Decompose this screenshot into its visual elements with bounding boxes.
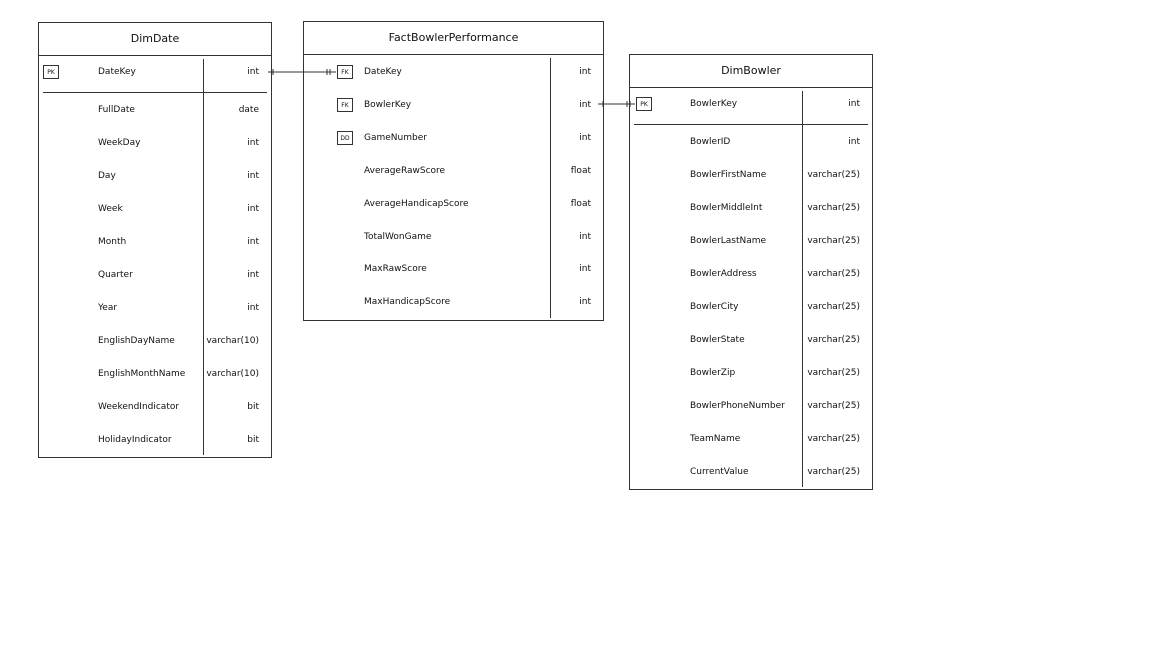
column-type: int [247,204,259,214]
column-name: BowlerZip [690,368,736,378]
column-type: varchar(25) [807,434,860,444]
column-type: varchar(25) [807,170,860,180]
column-type: date [238,105,259,115]
column-type: int [247,138,259,148]
column-name: TeamName [690,434,741,444]
relationship-datekey [268,69,336,75]
column-type: varchar(25) [807,203,860,213]
column-name: HolidayIndicator [98,435,172,445]
column-type: int [579,67,591,77]
column-name: MaxRawScore [364,264,427,274]
column-name: BowlerPhoneNumber [690,401,785,411]
column-name: BowlerMiddleInt [690,203,763,213]
column-type: varchar(10) [206,369,259,379]
column-name: BowlerAddress [690,269,757,279]
relationship-bowlerkey [598,101,635,107]
column-type: float [570,199,591,209]
column-name: FullDate [98,105,135,115]
column-type: int [848,137,860,147]
column-name: EnglishDayName [98,336,175,346]
column-type: varchar(25) [807,302,860,312]
column-type: int [579,100,591,110]
column-type: int [247,237,259,247]
column-type: float [570,166,591,176]
column-name: Month [98,237,127,247]
entity-title: DimDate [39,23,271,56]
column-type: bit [247,435,259,445]
column-name: BowlerLastName [690,236,767,246]
column-name: WeekendIndicator [98,402,180,412]
fk-badge: FK [337,98,353,112]
column-type: varchar(25) [807,401,860,411]
column-name: BowlerFirstName [690,170,767,180]
column-type: varchar(10) [206,336,259,346]
column-type: int [247,303,259,313]
column-name: CurrentValue [690,467,749,477]
column-type: int [579,264,591,274]
column-name: GameNumber [364,133,427,143]
entity-title: DimBowler [630,55,872,88]
column-name: DateKey [364,67,402,77]
column-type: varchar(25) [807,236,860,246]
column-name: BowlerState [690,335,745,345]
column-name: EnglishMonthName [98,369,186,379]
column-name: BowlerKey [364,100,412,110]
column-type: int [247,270,259,280]
dd-badge: DD [337,131,353,145]
column-type: varchar(25) [807,269,860,279]
column-name: AverageHandicapScore [364,199,469,209]
column-type: varchar(25) [807,467,860,477]
column-name: TotalWonGame [364,232,432,242]
column-name: Week [98,204,123,214]
column-type: varchar(25) [807,335,860,345]
column-name: Quarter [98,270,133,280]
pk-badge: PK [636,97,652,111]
column-type: int [579,297,591,307]
column-name: MaxHandicapScore [364,297,451,307]
column-name: BowlerID [690,137,731,147]
column-type: int [579,232,591,242]
column-type: int [579,133,591,143]
column-name: Year [98,303,118,313]
column-type: int [247,67,259,77]
column-name: DateKey [98,67,136,77]
entity-title: FactBowlerPerformance [304,22,603,55]
fk-badge: FK [337,65,353,79]
column-type: varchar(25) [807,368,860,378]
column-name: Day [98,171,116,181]
column-type: int [848,99,860,109]
column-type: int [247,171,259,181]
column-name: WeekDay [98,138,141,148]
pk-badge: PK [43,65,59,79]
column-name: BowlerKey [690,99,738,109]
column-type: bit [247,402,259,412]
column-name: BowlerCity [690,302,739,312]
column-name: AverageRawScore [364,166,446,176]
